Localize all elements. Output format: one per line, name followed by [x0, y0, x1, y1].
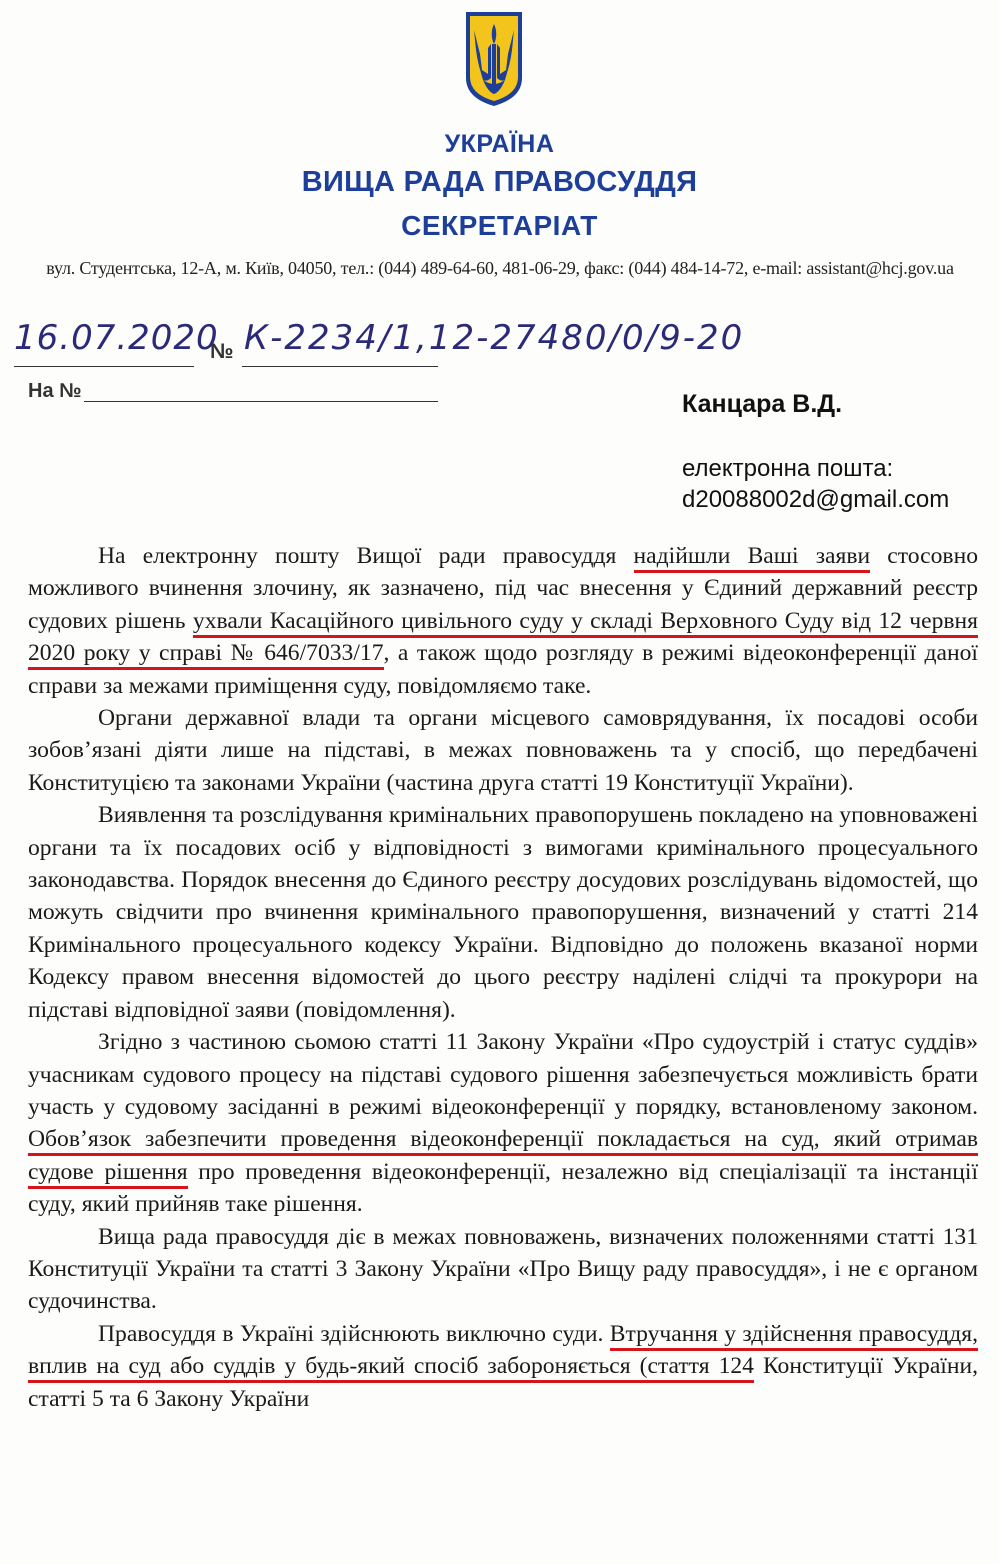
- date-line: [14, 366, 194, 367]
- paragraph-6: Правосуддя в Україні здійснюють виключно суди. Втручання у здійснення правосуддя, вплив на суд або суддів у будь-який спосіб забороняється (стаття 124 Конституції України, статті 5 та 6 Закону України: [28, 1320, 979, 1412]
- letter-date: 16.07.2020: [14, 318, 219, 358]
- underlined-phrase: Обов’язок забезпечити проведення відеоконференції покладається на суд, який отримав судове рішення: [28, 1126, 978, 1188]
- underlined-phrase: ухвали Касаційного цивільного суду у складі Верховного Суду від 12 червня 2020 року у справі № 646/7033/17: [28, 608, 978, 670]
- paragraph-1: На електронну пошту Вищої ради правосуддя надійшли Ваші заяви стосовно можливого вчинення злочину, як зазначено, під час внесення у Єдиний державний реєстр судових рішень ухвали Касаційного цивільного суду у складі Верховного Суду від 12 червня 2020 року у справі № 646/7033/17, а також щодо розгляду в режимі відеоконференції даної справи за межами приміщення суду, повідомляємо таке.: [28, 543, 979, 699]
- paragraph-5: Вища рада правосуддя діє в межах повноважень, визначених положеннями статті 131 Конституції України та статті 3 Закону України «Про Вищу раду правосуддя», і не є органом судочинства.: [28, 1223, 978, 1315]
- recipient-name: Канцара В.Д.: [682, 390, 843, 418]
- paragraph-3: Виявлення та розслідування кримінальних правопорушень покладено на уповноважені органи та їх посадових осіб у відповідності з вимогами кримінального процесуального законодавства. Порядок внесення до Єдиного реєстру досудових розслідувань відомостей, що можуть свідчити про вчинення кримінального правопорушення, визначений у статті 214 Кримінального процесуального кодексу України. Відповідно до положень вказаної норми Кодексу правом внесення відомостей до цього реєстру наділені слідчі та прокурори на підставі відповідної заяви (повідомлення).: [28, 802, 978, 1023]
- department-name: СЕКРЕТАРІАТ: [401, 210, 598, 241]
- recipient-email-label: електронна пошта:: [682, 455, 894, 482]
- recipient-email: d20088002d@gmail.com: [682, 486, 950, 513]
- letter-number: К-2234/1,12-27480/0/9-20: [244, 318, 745, 358]
- letter-body: [28, 540, 978, 1415]
- number-label: №: [210, 340, 234, 363]
- underlined-phrase: Втручання у здійснення правосуддя, вплив на суд або суддів у будь-який спосіб забороняється (стаття 124: [28, 1321, 978, 1383]
- trident-icon: [461, 8, 527, 108]
- in-reply-line: [84, 401, 438, 402]
- paragraph-2: Органи державної влади та органи місцевого самоврядування, їх посадові особи зобов’язані діяти лише на підставі, в межах повноважень та у спосіб, що передбачені Конституцією та законами України (частина друга статті 19 Конституції України).: [28, 705, 978, 796]
- number-line: [242, 366, 438, 367]
- underlined-phrase: надійшли Ваші заяви: [634, 543, 871, 573]
- address-line: вул. Студентська, 12-А, м. Київ, 04050, тел.: (044) 489-64-60, 481-06-29, факс: (044) 484-14-72, e-mail: assistant@hcj.gov.ua: [46, 258, 954, 278]
- country-name: УКРАЇНА: [444, 130, 555, 158]
- paragraph-4: Згідно з частиною сьомою статті 11 Закону України «Про судоустрій і статус суддів» учасникам судового процесу на підставі судового рішення забезпечується можливість брати участь у судовому засіданні в режимі відеоконференції у порядку, встановленому законом. Обов’язок забезпечити проведення відеоконференції покладається на суд, який отримав судове рішення про проведення відеоконференції, незалежно від спеціалізації та інстанції суду, який прийняв таке рішення.: [28, 1029, 978, 1218]
- in-reply-label: На №: [28, 380, 82, 402]
- organization-name: ВИЩА РАДА ПРАВОСУДДЯ: [301, 166, 698, 198]
